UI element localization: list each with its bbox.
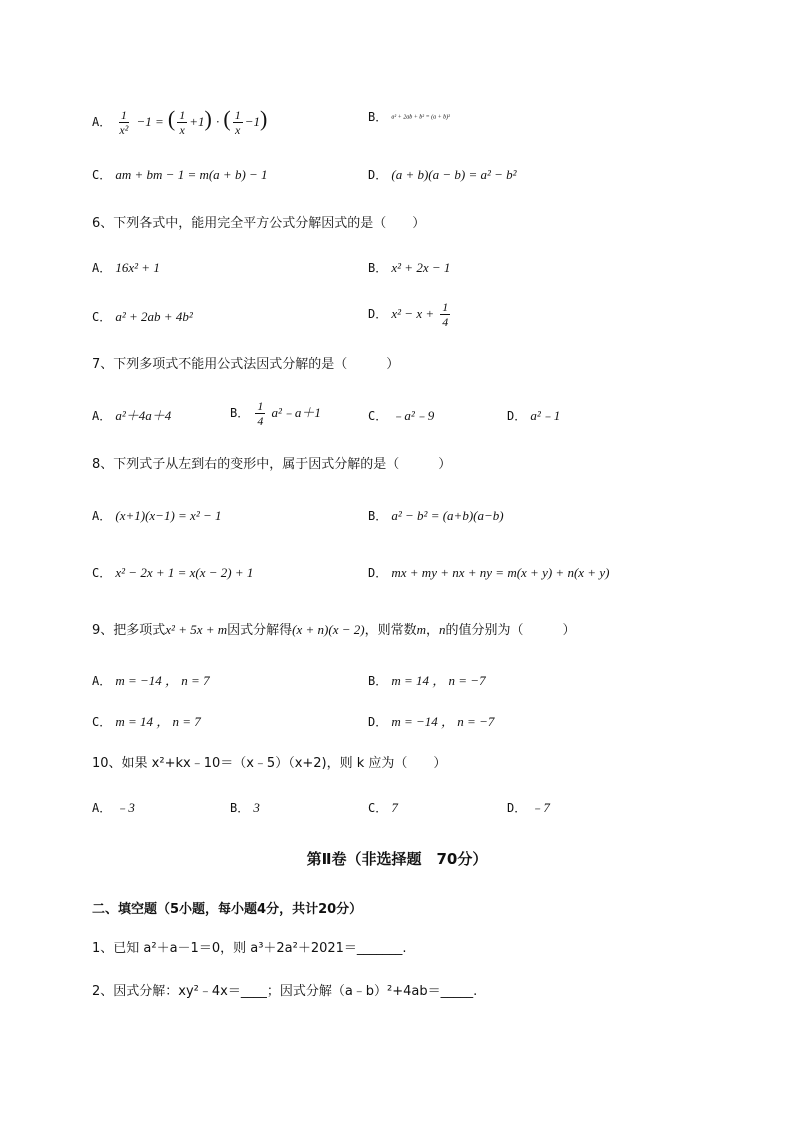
q8-option-c[interactable] (92, 564, 253, 583)
math-text: m (416, 622, 426, 637)
math-text: +1 (189, 114, 205, 129)
math-text: n (439, 622, 446, 637)
q8-option-a[interactable] (92, 507, 222, 526)
option-label: B． (230, 801, 250, 815)
q5-option-b[interactable] (368, 108, 450, 127)
math-text: a² + 2ab + 4b² (115, 309, 193, 324)
q9-option-a[interactable] (92, 672, 210, 691)
option-label: A． (92, 115, 112, 129)
math-text: x² + 2x − 1 (391, 260, 451, 275)
math-text: ﹣7 (530, 800, 550, 815)
option-label: D． (368, 168, 388, 182)
stem-text: 因式分解得 (227, 623, 293, 638)
q6-option-c[interactable] (92, 308, 193, 327)
math-text: (x + n)(x − 2) (292, 622, 365, 637)
math-text: −1 = (136, 114, 164, 129)
math-text: ﹣3 (115, 800, 135, 815)
q10-option-a[interactable] (92, 799, 135, 818)
q7-option-c[interactable] (368, 407, 434, 426)
option-label: C． (92, 566, 112, 580)
math-text: (x+1)(x−1) = x² − 1 (115, 508, 222, 523)
q7-option-d[interactable] (507, 407, 560, 426)
option-label: B． (368, 110, 388, 124)
math-text: m = −14 ， n = −7 (391, 714, 495, 729)
math-text: 3 (253, 800, 260, 815)
fraction: $\frac{1}{4}$ (442, 300, 449, 329)
math-text: a² + 2ab + b² = (a + b)² (391, 114, 450, 121)
q5-option-c[interactable] (92, 166, 268, 185)
math-text: x² − x + (391, 306, 435, 321)
math-text: m = 14 ， n = −7 (391, 673, 486, 688)
section-2-heading: 二、填空题（5小题，每小题4分，共计20分） (92, 902, 363, 917)
q6-option-a[interactable] (92, 259, 160, 278)
option-label: D． (507, 409, 527, 423)
stem-text: ， (425, 623, 439, 638)
question-8-stem: 8、下列式子从左到右的变形中，属于因式分解的是（ ） (92, 457, 452, 472)
fraction: $\frac{1}{4}$ (257, 399, 264, 428)
option-label: C． (92, 715, 112, 729)
fraction: $\frac{1}{x}$ (234, 108, 241, 137)
option-label: A． (92, 261, 112, 275)
option-label: B． (368, 261, 388, 275)
q8-option-b[interactable] (368, 507, 504, 526)
question-6-stem: 6、下列各式中，能用完全平方公式分解因式的是（ ） (92, 216, 426, 231)
option-label: A． (92, 801, 112, 815)
math-text: a²＋4a＋4 (115, 408, 172, 423)
math-text: am + bm − 1 = m(a + b) − 1 (115, 167, 268, 182)
option-label: C． (368, 409, 388, 423)
option-label: C． (368, 801, 388, 815)
fraction: $\frac{1}{x}$ (179, 108, 186, 137)
q10-option-d[interactable] (507, 799, 550, 818)
option-label: D． (368, 715, 388, 729)
question-10-stem: 10、如果 x²+kx﹣10＝（x﹣5）（x+2)，则 k 应为（ ） (92, 756, 447, 771)
math-text: mx + my + nx + ny = m(x + y) + n(x + y) (391, 565, 610, 580)
stem-text: 9、把多项式 (92, 623, 166, 638)
q10-option-c[interactable] (368, 799, 398, 818)
math-text: −1 (244, 114, 260, 129)
q5-option-a[interactable]: A． $\frac{1}{\text{x²}}$ −1 = ( $\frac{1}{x}$ +1) · ( $\frac{1}{x}$ −1) (92, 106, 268, 137)
option-label: A． (92, 409, 112, 423)
q9-option-b[interactable] (368, 672, 486, 691)
option-label: C． (92, 310, 112, 324)
q6-option-b[interactable] (368, 259, 450, 278)
option-label: D． (368, 307, 388, 321)
math-text: m = −14 ， n = 7 (115, 673, 210, 688)
option-label: B． (230, 406, 250, 420)
option-label: C． (92, 168, 112, 182)
stem-text: ，则常数 (364, 623, 417, 638)
math-text: (a + b)(a − b) = a² − b² (391, 167, 517, 182)
option-label: D． (507, 801, 527, 815)
math-text: a²﹣a＋1 (271, 405, 321, 420)
q7-option-b[interactable] (230, 399, 321, 428)
math-text: x² − 2x + 1 = x(x − 2) + 1 (115, 565, 254, 580)
option-label: D． (368, 566, 388, 580)
q10-option-b[interactable] (230, 799, 260, 818)
option-label: A． (92, 674, 112, 688)
option-label: A． (92, 509, 112, 523)
math-text: 16x² + 1 (115, 260, 160, 275)
part-2-title: 第Ⅱ卷（非选择题 70分） (306, 850, 488, 868)
fill-question-1: 1、已知 a²＋a－1＝0，则 a³＋2a²＋2021＝_______. (92, 941, 407, 956)
q8-option-d[interactable] (368, 564, 609, 583)
math-text: a² − b² = (a+b)(a−b) (391, 508, 504, 523)
option-label: B． (368, 674, 388, 688)
q7-option-a[interactable] (92, 407, 171, 426)
math-text: 7 (391, 800, 398, 815)
q9-option-c[interactable] (92, 713, 201, 732)
question-7-stem: 7、下列多项式不能用公式法因式分解的是（ ） (92, 357, 400, 372)
fill-question-2: 2、因式分解：xy²﹣4x＝____；因式分解（a﹣b）²+4ab＝_____. (92, 984, 478, 999)
question-9-stem (92, 621, 576, 640)
q6-option-d[interactable] (368, 300, 452, 329)
q9-option-d[interactable] (368, 713, 494, 732)
stem-text: 的值分别为（ ） (445, 623, 576, 638)
math-text: x² + 5x + m (165, 622, 228, 637)
math-text: m = 14 ， n = 7 (115, 714, 201, 729)
math-text: ﹣a²﹣9 (391, 408, 435, 423)
fraction: $\frac{1}{\text{x²}}$ (119, 108, 129, 137)
option-label: B． (368, 509, 388, 523)
q5-option-d[interactable] (368, 166, 517, 185)
math-text: a²﹣1 (530, 408, 561, 423)
